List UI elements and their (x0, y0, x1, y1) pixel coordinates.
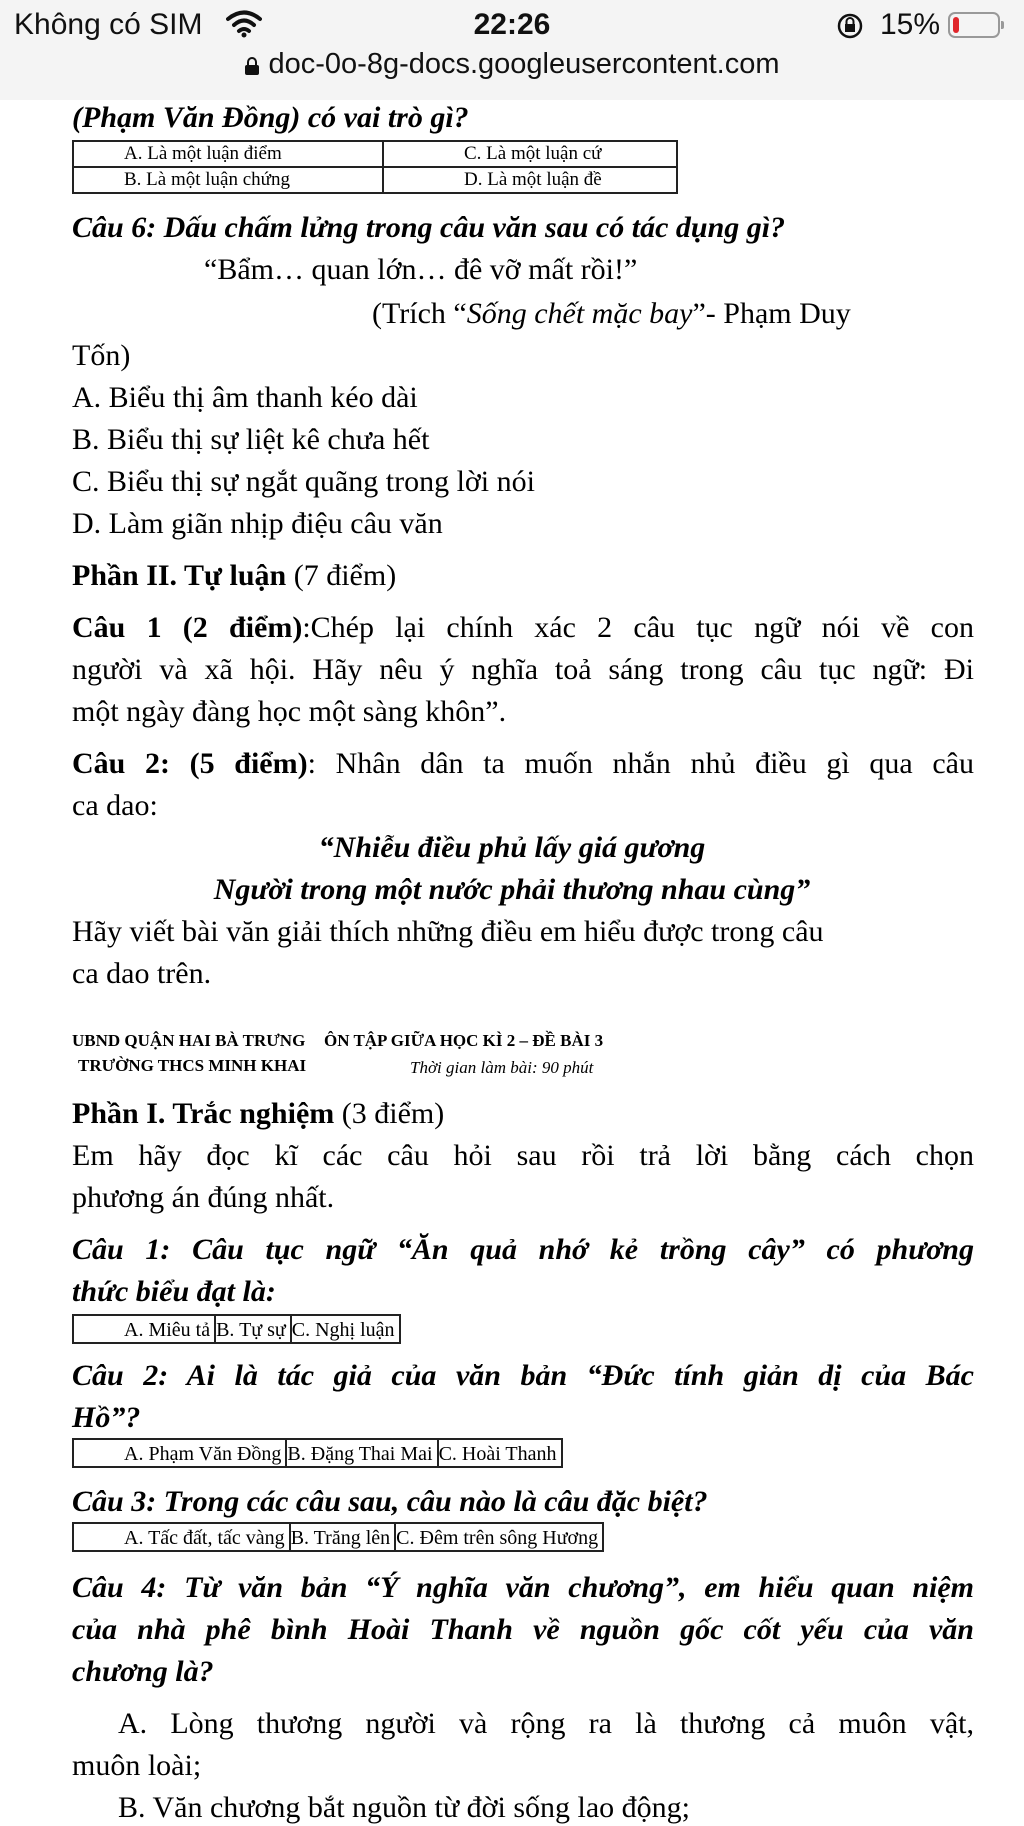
mc-q1-option: A. Miêu tả (73, 1315, 215, 1343)
clock: 22:26 (473, 8, 551, 41)
battery-icon (948, 12, 1000, 38)
q5-option-a: A. Là một luận điểm (73, 141, 383, 167)
q6-option: B. Biểu thị sự liệt kê chưa hết (72, 423, 430, 456)
mc-q3-line: Câu 3: Trong các câu sau, câu nào là câu đặc biệt? (72, 1485, 708, 1518)
mc-q4-line: chương là? (72, 1655, 214, 1688)
school-name: TRƯỜNG THCS MINH KHAI (78, 1056, 307, 1075)
part1-points: (3 điểm) (334, 1097, 445, 1130)
mc-q3-option: C. Đêm trên sông Hương (395, 1523, 603, 1551)
q6-title: Câu 6: Dấu chấm lửng trong câu văn sau có tác dụng gì? (72, 211, 786, 244)
essay-q1-line: một ngày đàng học một sàng khôn”. (72, 695, 507, 728)
q6-source (372, 296, 851, 332)
url-domain: doc-0o-8g-docs.googleusercontent.com (268, 48, 780, 80)
part2-heading (72, 558, 396, 594)
mc-q1-line: thức biểu đạt là: (72, 1275, 276, 1308)
essay-q2-label: Câu 2: (5 điểm) (72, 747, 308, 780)
exam-duration: Thời gian làm bài: 90 phút (410, 1058, 594, 1077)
exam-title: ÔN TẬP GIỮA HỌC KÌ 2 – ĐỀ BÀI 3 (324, 1031, 604, 1050)
mc-q2-option: C. Hoài Thanh (438, 1439, 562, 1467)
padlock-icon (244, 57, 260, 75)
mc-q1-option: B. Tự sự (215, 1315, 291, 1343)
q5-option-d: D. Là một luận đề (383, 167, 677, 193)
mc-q2-option: A. Phạm Văn Đồng (73, 1439, 286, 1467)
mc-q4-line: Câu 4: Từ văn bản “Ý nghĩa văn chương”, em hiểu quan niệm (72, 1571, 974, 1604)
poem-line: “Nhiễu điều phủ lấy giá gương (318, 831, 706, 864)
part1-instruction: phương án đúng nhất. (72, 1181, 335, 1214)
address-bar[interactable] (0, 48, 1024, 81)
q5-option-c: C. Là một luận cứ (383, 141, 677, 167)
mc-q4-option-b: B. Văn chương bắt nguồn từ đời sống lao động; (118, 1791, 690, 1824)
essay-q1-line: người và xã hội. Hãy nêu ý nghĩa toả sáng trong câu tục ngữ: Đi (72, 653, 974, 686)
part1-title: Phần I. Trắc nghiệm (72, 1097, 335, 1130)
mc-q3-option: B. Trăng lên (290, 1523, 395, 1551)
q6-source-cont: Tốn) (72, 339, 131, 372)
mc-q2-options-table (72, 1438, 563, 1468)
q6-source-pre: (Trích “ (372, 297, 467, 330)
battery-level-fill (953, 17, 959, 33)
q6-option: C. Biểu thị sự ngắt quãng trong lời nói (72, 465, 535, 498)
orientation-lock-icon (836, 12, 864, 40)
q5-option-b: B. Là một luận chứng (73, 167, 383, 193)
mc-q1-option: C. Nghị luận (291, 1315, 400, 1343)
q6-option: D. Làm giãn nhịp điệu câu văn (72, 507, 443, 540)
essay-q2-text: : Nhân dân ta muốn nhắn nhủ điều gì qua câu (307, 747, 974, 780)
q6-option: A. Biểu thị âm thanh kéo dài (72, 381, 418, 414)
essay-q2-line (72, 746, 974, 782)
part1-instruction: Em hãy đọc kĩ các câu hỏi sau rồi trả lời bằng cách chọn (72, 1139, 974, 1172)
mc-q4-option-a-cont: muôn loài; (72, 1749, 202, 1782)
q5-tail: (Phạm Văn Đồng) có vai trò gì? (72, 101, 469, 134)
carrier-label: Không có SIM (14, 8, 203, 41)
mc-q2-line: Câu 2: Ai là tác giả của văn bản “Đức tính giản dị của Bác (72, 1359, 974, 1392)
essay-q2-line: ca dao: (72, 789, 158, 822)
school-district: UBND QUẬN HAI BÀ TRƯNG (72, 1031, 306, 1050)
mc-q4-option-a: A. Lòng thương người và rộng ra là thương cả muôn vật, (118, 1707, 974, 1740)
essay-q2-line: Hãy viết bài văn giải thích những điều em hiểu được trong câu (72, 915, 824, 948)
essay-q2-line: ca dao trên. (72, 957, 212, 990)
mc-q2-option: B. Đặng Thai Mai (286, 1439, 437, 1467)
essay-q1-label: Câu 1 (2 điểm) (72, 611, 303, 644)
essay-q1-line (72, 610, 974, 646)
mc-q3-option: A. Tấc đất, tấc vàng (73, 1523, 290, 1551)
mc-q1-line: Câu 1: Câu tục ngữ “Ăn quả nhớ kẻ trồng cây” có phương (72, 1233, 974, 1266)
part2-title: Phần II. Tự luận (72, 559, 287, 592)
mc-q2-line: Hồ”? (72, 1401, 141, 1434)
part1-heading (72, 1096, 444, 1132)
mc-q3-options-table (72, 1522, 604, 1552)
status-bar (0, 0, 1024, 100)
mc-q1-options-table (72, 1314, 401, 1344)
part2-points: (7 điểm) (286, 559, 397, 592)
q6-source-post: ”- Phạm Duy (692, 297, 851, 330)
mc-q4-line: của nhà phê bình Hoài Thanh về nguồn gốc cốt yếu của văn (72, 1613, 974, 1646)
q6-quote: “Bẩm… quan lớn… đê vỡ mất rồi!” (204, 253, 638, 286)
q5-options-table (72, 140, 678, 194)
poem-line: Người trong một nước phải thương nhau cùng” (213, 873, 811, 906)
battery-percent: 15% (880, 8, 941, 41)
q6-source-title: Sống chết mặc bay (466, 297, 693, 330)
essay-q1-text: :Chép lại chính xác 2 câu tục ngữ nói về con (302, 611, 974, 644)
